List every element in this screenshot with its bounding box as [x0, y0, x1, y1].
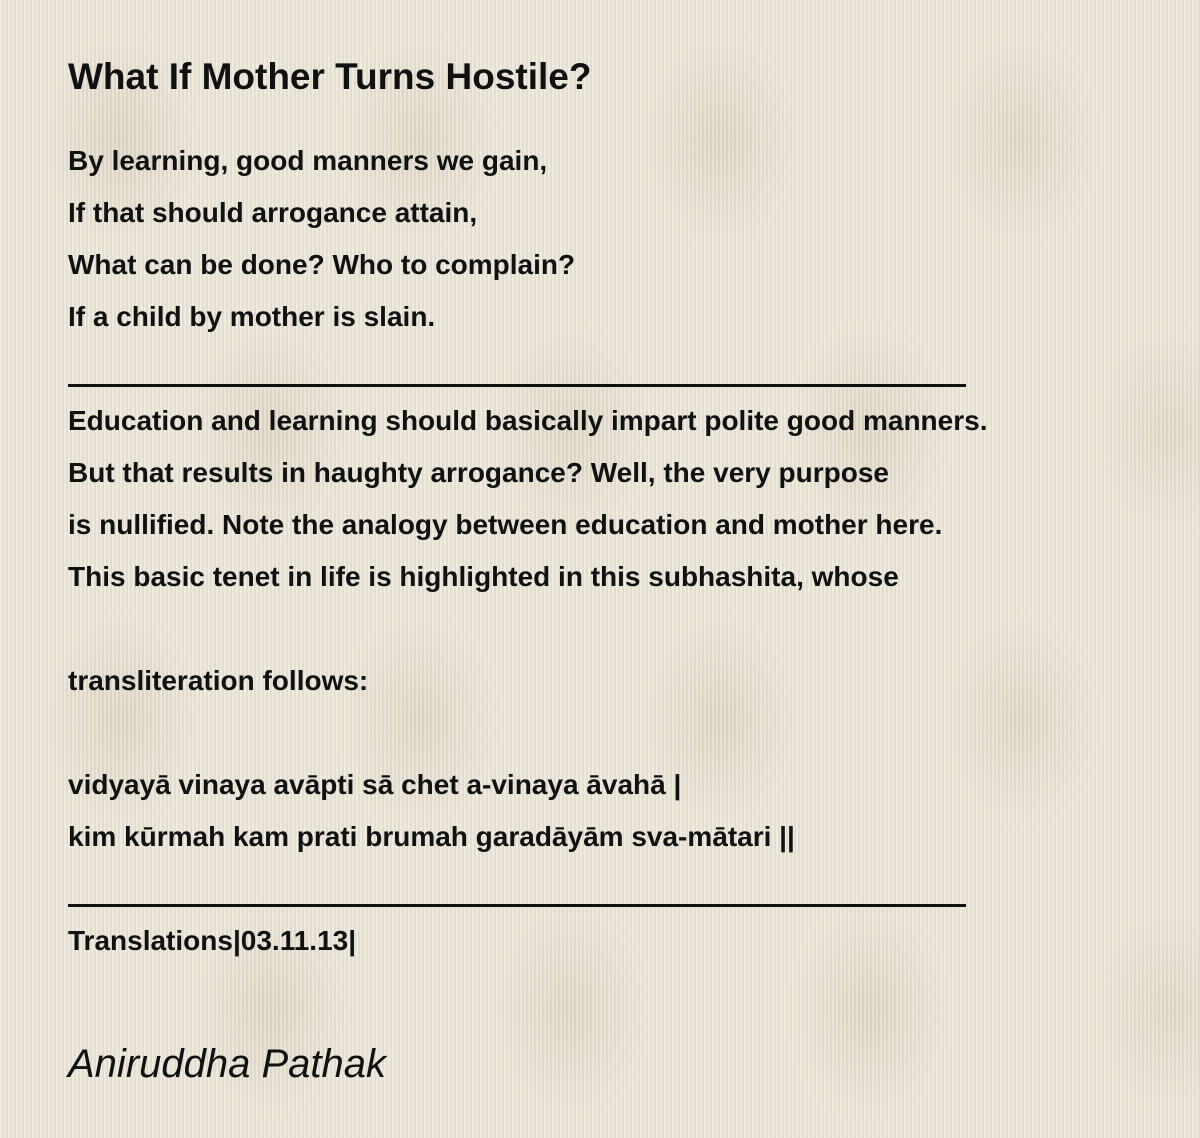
stanza-line-3: What can be done? Who to complain?: [68, 249, 576, 280]
transliteration-line-2: kim kūrmah kam prati brumah garadāyām sva-mātari ||: [68, 821, 795, 852]
divider-row-2: [68, 863, 1168, 915]
transliteration-line-1: vidyayā vinaya avāpti sā chet a-vinaya āvahā |: [68, 769, 682, 800]
commentary-line-1: Education and learning should basically impart polite good manners.: [68, 405, 988, 436]
poem-body: [68, 135, 1168, 967]
stanza-line-2: If that should arrogance attain,: [68, 197, 478, 228]
poem-page: [68, 52, 1168, 967]
divider-line: [68, 904, 966, 907]
stanza-line-1: By learning, good manners we gain,: [68, 145, 548, 176]
transliteration-intro: transliteration follows:: [68, 665, 369, 696]
commentary-line-2: But that results in haughty arrogance? Well, the very purpose: [68, 457, 889, 488]
poem-title: What If Mother Turns Hostile?: [68, 56, 592, 97]
commentary-line-3: is nullified. Note the analogy between education and mother here.: [68, 509, 943, 540]
footer-note: Translations|03.11.13|: [68, 925, 357, 956]
blank-line: [68, 603, 1168, 655]
commentary-line-4: This basic tenet in life is highlighted in this subhashita, whose: [68, 561, 899, 592]
author-name: Aniruddha Pathak: [68, 1042, 387, 1086]
blank-line: [68, 707, 1168, 759]
divider-line: [68, 384, 966, 387]
divider-row-1: [68, 343, 1168, 395]
stanza-line-4: If a child by mother is slain.: [68, 301, 436, 332]
